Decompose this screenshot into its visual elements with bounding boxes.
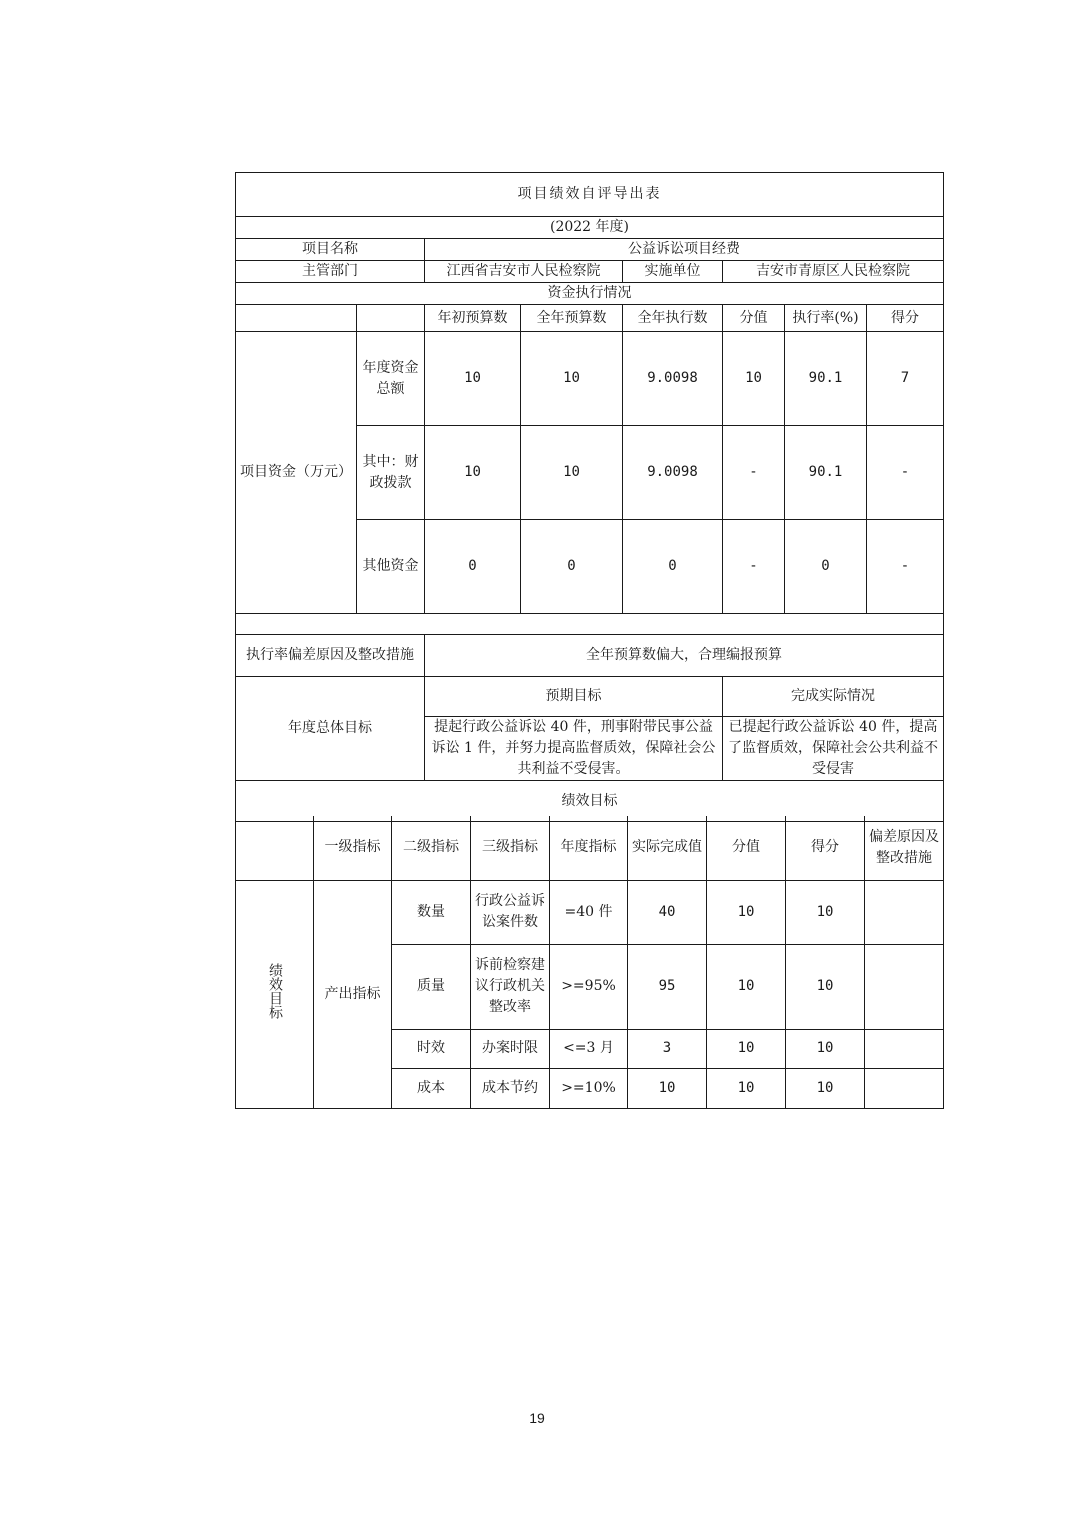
actual-goal-text: 已提起行政公益诉讼 40 件，提高了监督质效，保障社会公共利益不受侵害 <box>723 717 944 781</box>
header-blank <box>236 305 357 332</box>
score-value-cell: 10 <box>707 1029 786 1068</box>
fund-row-label: 年度资金总额 <box>357 332 425 426</box>
reason-cell <box>865 1068 944 1108</box>
fund-cell: 10 <box>425 426 521 520</box>
performance-side-text: 绩效目标 <box>267 962 283 1019</box>
level3-cell: 诉前检察建议行政机关整改率 <box>471 944 550 1029</box>
target-cell: >=10% <box>550 1068 628 1108</box>
performance-table <box>235 816 944 1109</box>
fund-cell: 0 <box>785 520 867 614</box>
level3-cell: 办案时限 <box>471 1029 550 1068</box>
header-blank <box>236 816 314 880</box>
header-score: 得分 <box>867 305 944 332</box>
dept: 江西省吉安市人民检察院 <box>425 261 623 283</box>
level2-cell: 质量 <box>392 944 471 1029</box>
funds-group-label: 项目资金（万元） <box>236 332 357 614</box>
fund-cell: 0 <box>521 520 623 614</box>
level1-label: 产出指标 <box>314 880 392 1108</box>
table-title: 项目绩效自评导出表 <box>236 173 944 217</box>
header-executed: 全年执行数 <box>623 305 723 332</box>
header-exec-rate: 执行率(%) <box>785 305 867 332</box>
fund-cell: - <box>723 426 785 520</box>
fund-row-label: 其他资金 <box>357 520 425 614</box>
score-cell: 10 <box>786 880 865 944</box>
fund-cell: 9.0098 <box>623 426 723 520</box>
spacer-row <box>236 614 944 635</box>
reason-cell <box>865 944 944 1029</box>
fund-cell: - <box>867 426 944 520</box>
header-level1: 一级指标 <box>314 816 392 880</box>
fund-row-label: 其中：财政拨款 <box>357 426 425 520</box>
unit-label: 实施单位 <box>623 261 723 283</box>
score-value-cell: 10 <box>707 880 786 944</box>
score-value-cell: 10 <box>707 944 786 1029</box>
header-score-value: 分值 <box>707 816 786 880</box>
level3-cell: 行政公益诉讼案件数 <box>471 880 550 944</box>
header-deviation-reason: 偏差原因及整改措施 <box>865 816 944 880</box>
fund-cell: 10 <box>425 332 521 426</box>
header-annual-target: 年度指标 <box>550 816 628 880</box>
header-level3: 三级指标 <box>471 816 550 880</box>
project-name: 公益诉讼项目经费 <box>425 239 944 261</box>
dept-label: 主管部门 <box>236 261 425 283</box>
expected-goal-header: 预期目标 <box>425 677 723 717</box>
deviation-text: 全年预算数偏大，合理编报预算 <box>425 635 944 677</box>
actual-cell: 3 <box>628 1029 707 1068</box>
header-annual-budget: 全年预算数 <box>521 305 623 332</box>
page-number: 19 <box>529 1410 545 1426</box>
target-cell: >=95% <box>550 944 628 1029</box>
reason-cell <box>865 880 944 944</box>
year-label: (2022 年度) <box>236 217 944 239</box>
deviation-label: 执行率偏差原因及整改措施 <box>236 635 425 677</box>
fund-cell: 10 <box>521 426 623 520</box>
header-blank <box>357 305 425 332</box>
actual-cell: 10 <box>628 1068 707 1108</box>
target-cell: =40 件 <box>550 880 628 944</box>
header-level2: 二级指标 <box>392 816 471 880</box>
project-info-table <box>235 172 944 822</box>
level3-cell: 成本节约 <box>471 1068 550 1108</box>
annual-goal-label: 年度总体目标 <box>236 677 425 781</box>
actual-goal-header: 完成实际情况 <box>723 677 944 717</box>
level2-cell: 数量 <box>392 880 471 944</box>
reason-cell <box>865 1029 944 1068</box>
fund-cell: 0 <box>623 520 723 614</box>
header-score: 得分 <box>786 816 865 880</box>
project-name-label: 项目名称 <box>236 239 425 261</box>
fund-cell: 90.1 <box>785 426 867 520</box>
fund-cell: 10 <box>521 332 623 426</box>
header-actual-value: 实际完成值 <box>628 816 707 880</box>
fund-cell: 90.1 <box>785 332 867 426</box>
fund-cell: 9.0098 <box>623 332 723 426</box>
performance-side-label <box>236 880 314 1108</box>
expected-goal-text: 提起行政公益诉讼 40 件，刑事附带民事公益诉讼 1 件，并努力提高监督质效，保障社会公共利益不受侵害。 <box>425 717 723 781</box>
fund-cell: 7 <box>867 332 944 426</box>
fund-cell: 10 <box>723 332 785 426</box>
level2-cell: 时效 <box>392 1029 471 1068</box>
unit: 吉安市青原区人民检察院 <box>723 261 944 283</box>
header-score-value: 分值 <box>723 305 785 332</box>
score-cell: 10 <box>786 1068 865 1108</box>
score-cell: 10 <box>786 1029 865 1068</box>
performance-section-title: 绩效目标 <box>236 781 944 822</box>
fund-cell: 0 <box>425 520 521 614</box>
fund-cell: - <box>867 520 944 614</box>
header-initial-budget: 年初预算数 <box>425 305 521 332</box>
fund-cell: - <box>723 520 785 614</box>
level2-cell: 成本 <box>392 1068 471 1108</box>
actual-cell: 40 <box>628 880 707 944</box>
actual-cell: 95 <box>628 944 707 1029</box>
target-cell: <=3 月 <box>550 1029 628 1068</box>
score-value-cell: 10 <box>707 1068 786 1108</box>
funds-section-title: 资金执行情况 <box>236 283 944 305</box>
score-cell: 10 <box>786 944 865 1029</box>
